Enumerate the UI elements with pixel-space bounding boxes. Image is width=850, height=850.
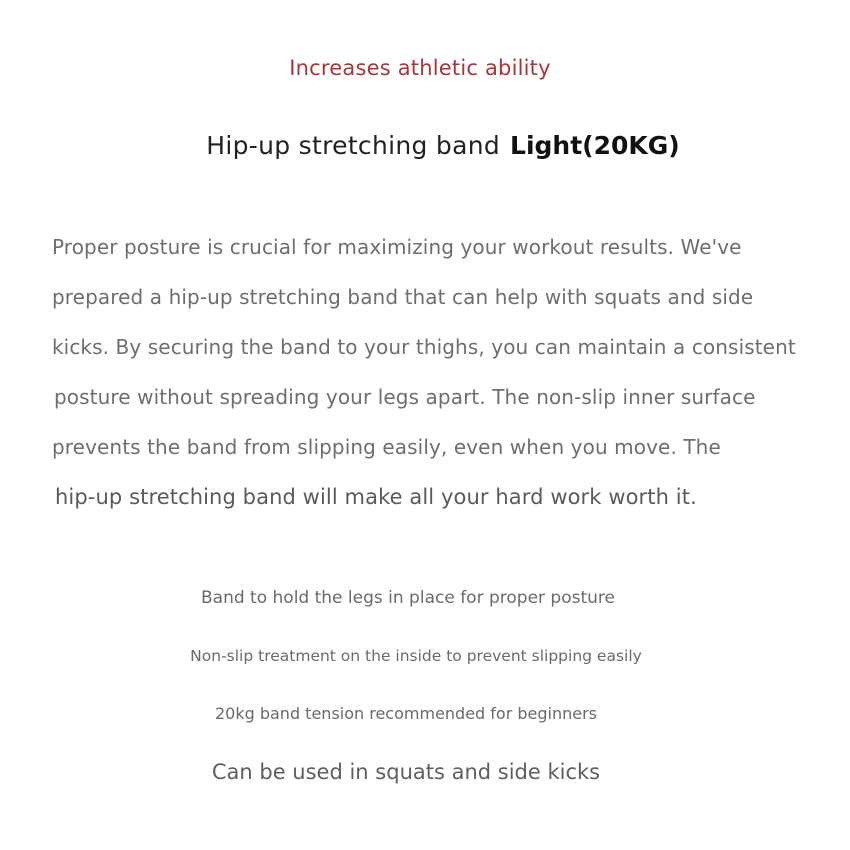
product-title [0, 128, 850, 164]
product-variant: Light(20KG) [510, 131, 680, 160]
feature-item: Non-slip treatment on the inside to prevent slipping easily [190, 647, 642, 665]
description-line: kicks. By securing the band to your thighs, you can maintain a consistent [52, 335, 796, 359]
feature-item: Can be used in squats and side kicks [211, 760, 601, 784]
feature-item: 20kg band tension recommended for beginners [214, 704, 598, 723]
description-line: prevents the band from slipping easily, even when you move. The [52, 435, 721, 459]
description-line: posture without spreading your legs apart. The non-slip inner surface [54, 385, 756, 409]
feature-item: Band to hold the legs in place for proper posture [201, 588, 615, 608]
tagline: Increases athletic ability [289, 56, 551, 80]
description-line: Proper posture is crucial for maximizing your workout results. We've [52, 235, 742, 259]
product-name: Hip-up stretching band [206, 131, 501, 160]
product-description [52, 222, 812, 522]
description-line: prepared a hip-up stretching band that can help with squats and side [52, 285, 754, 309]
description-line: hip-up stretching band will make all your hard work worth it. [55, 485, 697, 509]
feature-list [0, 580, 812, 792]
